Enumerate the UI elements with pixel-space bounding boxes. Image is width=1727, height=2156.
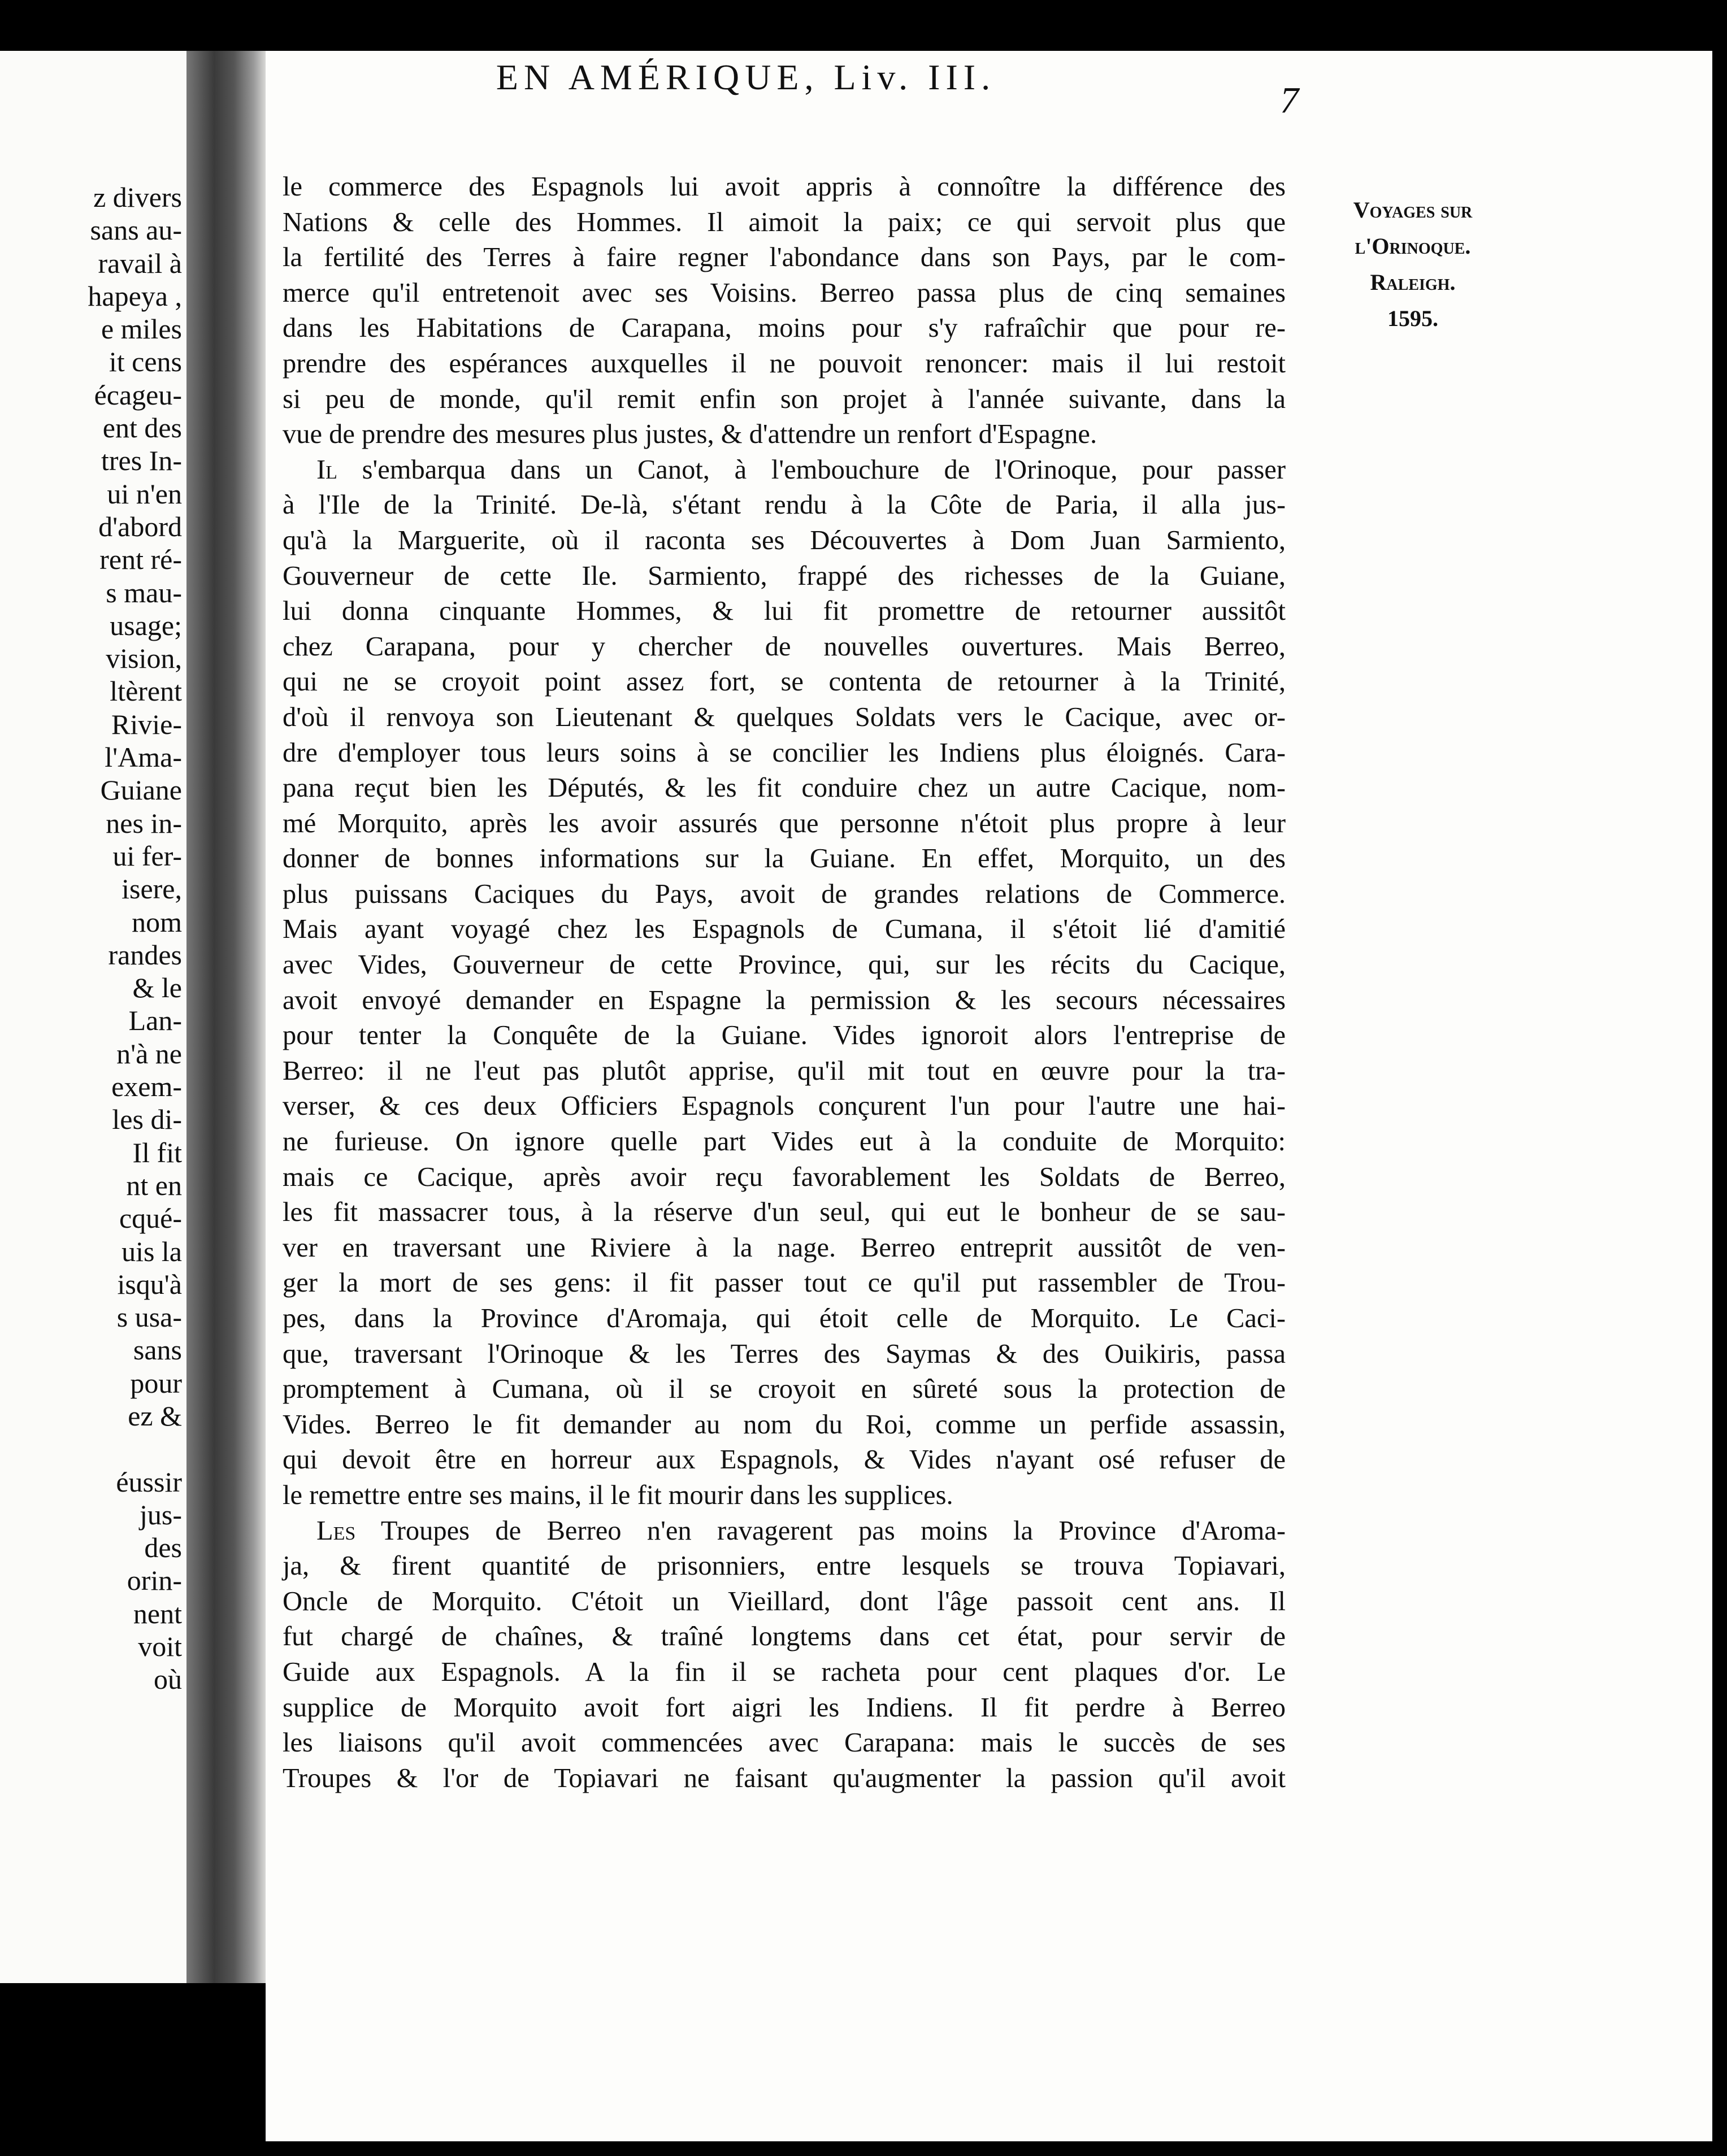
text-line: le remettre entre ses mains, il le fit mourir dans les supplices.: [283, 1480, 953, 1510]
running-head: EN AMÉRIQUE, Liv. III.: [496, 57, 996, 97]
facing-page-line: Lan-: [128, 1005, 182, 1037]
facing-page-line: s mau-: [106, 576, 182, 608]
facing-page-line: ent des: [102, 412, 182, 444]
facing-page-line: éussir: [116, 1466, 182, 1498]
text-line: Nations & celle des Hommes. Il aimoit la paix; ce qui servoit plus que: [283, 207, 1286, 237]
facing-page-line: n'à ne: [116, 1037, 182, 1070]
text-line: chez Carapana, pour y chercher de nouvelles ouvertures. Mais Berreo,: [283, 631, 1286, 662]
text-line: prendre des espérances auxquelles il ne pouvoit renoncer: mais il lui restoit: [283, 348, 1286, 379]
text-line: d'où il renvoya son Lieutenant & quelques Soldats vers le Cacique, avec or-: [283, 702, 1286, 732]
facing-page-line: z divers: [93, 181, 182, 213]
facing-page-line: [88, 1432, 182, 1465]
text-line: supplice de Morquito avoit fort aigri les Indiens. Il fit perdre à Berreo: [283, 1692, 1286, 1723]
facing-page-line: uis la: [122, 1235, 182, 1267]
facing-page-line: des: [144, 1532, 182, 1564]
facing-page-line: d'abord: [98, 510, 182, 542]
text-line: Guide aux Espagnols. A la fin il se racheta pour cent plaques d'or. Le: [283, 1657, 1286, 1687]
facing-page-line: où: [154, 1663, 182, 1696]
text-line: lui donna cinquante Hommes, & lui fit promettre de retourner aussitôt: [283, 596, 1286, 627]
marginal-note-line: l'Orinoque.: [1355, 233, 1471, 259]
text-line: Vides. Berreo le fit demander au nom du Roi, comme un perfide assassin,: [283, 1409, 1286, 1440]
text-line: les fit massacrer tous, à la réserve d'un seul, qui eut le bonheur de se sau-: [283, 1197, 1286, 1228]
text-line: Berreo: il ne l'eut pas plutôt apprise, qu'il mit tout en œuvre pour la tra-: [283, 1055, 1286, 1086]
text-line: [283, 1514, 1286, 1549]
facing-page-text: [88, 181, 182, 1696]
text-line: pour tenter la Conquête de la Guiane. Vides ignoroit alors l'entreprise de: [283, 1020, 1286, 1051]
paragraph-lead-word: Les: [316, 1515, 356, 1546]
text-line: fut chargé de chaînes, & traîné longtems dans cet état, pour servir de: [283, 1622, 1286, 1652]
text-line: avoit envoyé demander en Espagne la permission & les secours nécessaires: [283, 985, 1286, 1015]
marginal-note-line: Voyages sur: [1353, 197, 1473, 223]
facing-page-line: nt en: [126, 1169, 182, 1201]
text-line: avec Vides, Gouverneur de cette Province, qui, sur les récits du Cacique,: [283, 950, 1286, 980]
text-line: Gouverneur de cette Ile. Sarmiento, frappé des richesses de la Guiane,: [283, 560, 1286, 591]
facing-page-line: nes in-: [106, 807, 182, 839]
facing-page-line: usage;: [110, 609, 182, 641]
facing-page-line: orin-: [127, 1564, 182, 1597]
facing-page-line: ravail à: [98, 247, 182, 279]
text-line: promptement à Cumana, où il se croyoit en sûreté sous la protection de: [283, 1374, 1286, 1405]
text-line: les liaisons qu'il avoit commencées avec Carapana: mais le succès de ses: [283, 1728, 1286, 1758]
page-number: 7: [1280, 80, 1299, 121]
text-line: verser, & ces deux Officiers Espagnols conçurent l'un pour l'autre une hai-: [283, 1091, 1286, 1122]
text-line: qui devoit être en horreur aux Espagnols, & Vides n'ayant osé refuser de: [283, 1445, 1286, 1475]
paragraph-lead-word: Il: [316, 454, 337, 485]
facing-page-line: isere,: [122, 873, 182, 905]
facing-page-fragment: [0, 51, 186, 1983]
facing-page-line: randes: [108, 938, 182, 971]
facing-page-line: sans au-: [90, 214, 182, 246]
text-line: [283, 453, 1286, 488]
facing-page-line: sans: [133, 1334, 182, 1366]
text-line: ver en traversant une Riviere à la nage. Berreo entreprit aussitôt de ven-: [283, 1232, 1286, 1263]
facing-page-line: Il fit: [132, 1136, 182, 1168]
facing-page-line: s usa-: [116, 1301, 182, 1333]
facing-page-line: nent: [133, 1597, 182, 1629]
body-text: [283, 169, 1286, 1796]
text-line: pana reçut bien les Députés, & les fit conduire chez un autre Cacique, nom-: [283, 773, 1286, 803]
facing-page-line: ez &: [128, 1399, 182, 1432]
text-line: ja, & firent quantité de prisonniers, entre lesquels se trouva Topiavari,: [283, 1551, 1286, 1581]
text-line: Mais ayant voyagé chez les Espagnols de Cumana, il s'étoit lié d'amitié: [283, 914, 1286, 945]
facing-page-line: l'Ama-: [105, 741, 182, 773]
text-line-content: s'embarqua dans un Canot, à l'embouchure de l'Orinoque, pour passer: [337, 454, 1286, 485]
facing-page-line: e miles: [101, 313, 182, 345]
text-line: à l'Ile de la Trinité. De-là, s'étant rendu à la Côte de Paria, il alla jus-: [283, 490, 1286, 520]
text-line: dre d'employer tous leurs soins à se concilier les Indiens plus éloignés. Cara-: [283, 737, 1286, 768]
text-line: mé Morquito, après les avoir assurés que personne n'étoit plus propre à leur: [283, 808, 1286, 838]
facing-page-line: jus-: [140, 1498, 182, 1531]
marginal-note-line: 1595.: [1387, 306, 1438, 331]
text-line: plus puissans Caciques du Pays, avoit de grandes relations de Commerce.: [283, 879, 1286, 909]
text-line: le commerce des Espagnols lui avoit appris à connoître la différence des: [283, 172, 1286, 202]
text-line: ne furieuse. On ignore quelle part Vides eut à la conduite de Morquito:: [283, 1127, 1286, 1157]
text-line: merce qu'il entretenoit avec ses Voisins. Berreo passa plus de cinq semaines: [283, 277, 1286, 308]
marginal-note-line: Raleigh.: [1370, 270, 1456, 295]
text-line: vue de prendre des mesures plus justes, & d'attendre un renfort d'Espagne.: [283, 419, 1097, 450]
facing-page-line: les di-: [112, 1103, 182, 1136]
facing-page-line: hapeya ,: [88, 280, 182, 312]
facing-page-line: it cens: [109, 346, 182, 378]
text-line: la fertilité des Terres à faire regner l'abondance dans son Pays, par le com-: [283, 242, 1286, 273]
facing-page-line: pour: [130, 1367, 182, 1399]
text-line: pes, dans la Province d'Aromaja, qui étoit celle de Morquito. Le Caci-: [283, 1303, 1286, 1333]
facing-page-line: écageu-: [94, 379, 182, 411]
marginal-note: [1320, 192, 1506, 337]
facing-page-line: isqu'à: [117, 1268, 182, 1300]
facing-page-line: exem-: [111, 1071, 182, 1103]
text-line: ger la mort de ses gens: il fit passer tout ce qu'il put rassembler de Trou-: [283, 1268, 1286, 1298]
facing-page-line: rent ré-: [99, 544, 182, 576]
text-line: Troupes & l'or de Topiavari ne faisant qu'augmenter la passion qu'il avoit: [283, 1763, 1286, 1793]
text-line: Oncle de Morquito. C'étoit un Vieillard, dont l'âge passoit cent ans. Il: [283, 1586, 1286, 1616]
facing-page-line: ui fer-: [112, 840, 182, 872]
book-gutter: [186, 51, 266, 1983]
facing-page-line: tres In-: [101, 445, 182, 477]
facing-page-line: & le: [132, 972, 182, 1004]
facing-page-line: nom: [132, 906, 182, 938]
facing-page-line: Guiane: [100, 774, 182, 806]
facing-page-line: ltèrent: [110, 675, 182, 707]
facing-page-line: ui n'en: [107, 477, 182, 510]
facing-page-line: Rivie-: [111, 708, 182, 740]
text-line: donner de bonnes informations sur la Guiane. En effet, Morquito, un des: [283, 844, 1286, 874]
facing-page-line: cqué-: [119, 1202, 182, 1235]
text-line: si peu de monde, qu'il remit enfin son projet à l'année suivante, dans la: [283, 384, 1286, 414]
text-line: mais ce Cacique, après avoir reçu favorablement les Soldats de Berreo,: [283, 1162, 1286, 1192]
text-line-content: Troupes de Berreo n'en ravagerent pas moins la Province d'Aroma-: [355, 1515, 1286, 1546]
text-line: que, traversant l'Orinoque & les Terres des Saymas & des Ouikiris, passa: [283, 1338, 1286, 1369]
text-line: qui ne se croyoit point assez fort, se contenta de retourner à la Trinité,: [283, 667, 1286, 697]
text-line: dans les Habitations de Carapana, moins pour s'y rafraîchir que pour re-: [283, 313, 1286, 344]
facing-page-line: vision,: [106, 642, 182, 675]
text-line: qu'à la Marguerite, où il raconta ses Découvertes à Dom Juan Sarmiento,: [283, 525, 1286, 555]
facing-page-line: voit: [138, 1631, 182, 1663]
